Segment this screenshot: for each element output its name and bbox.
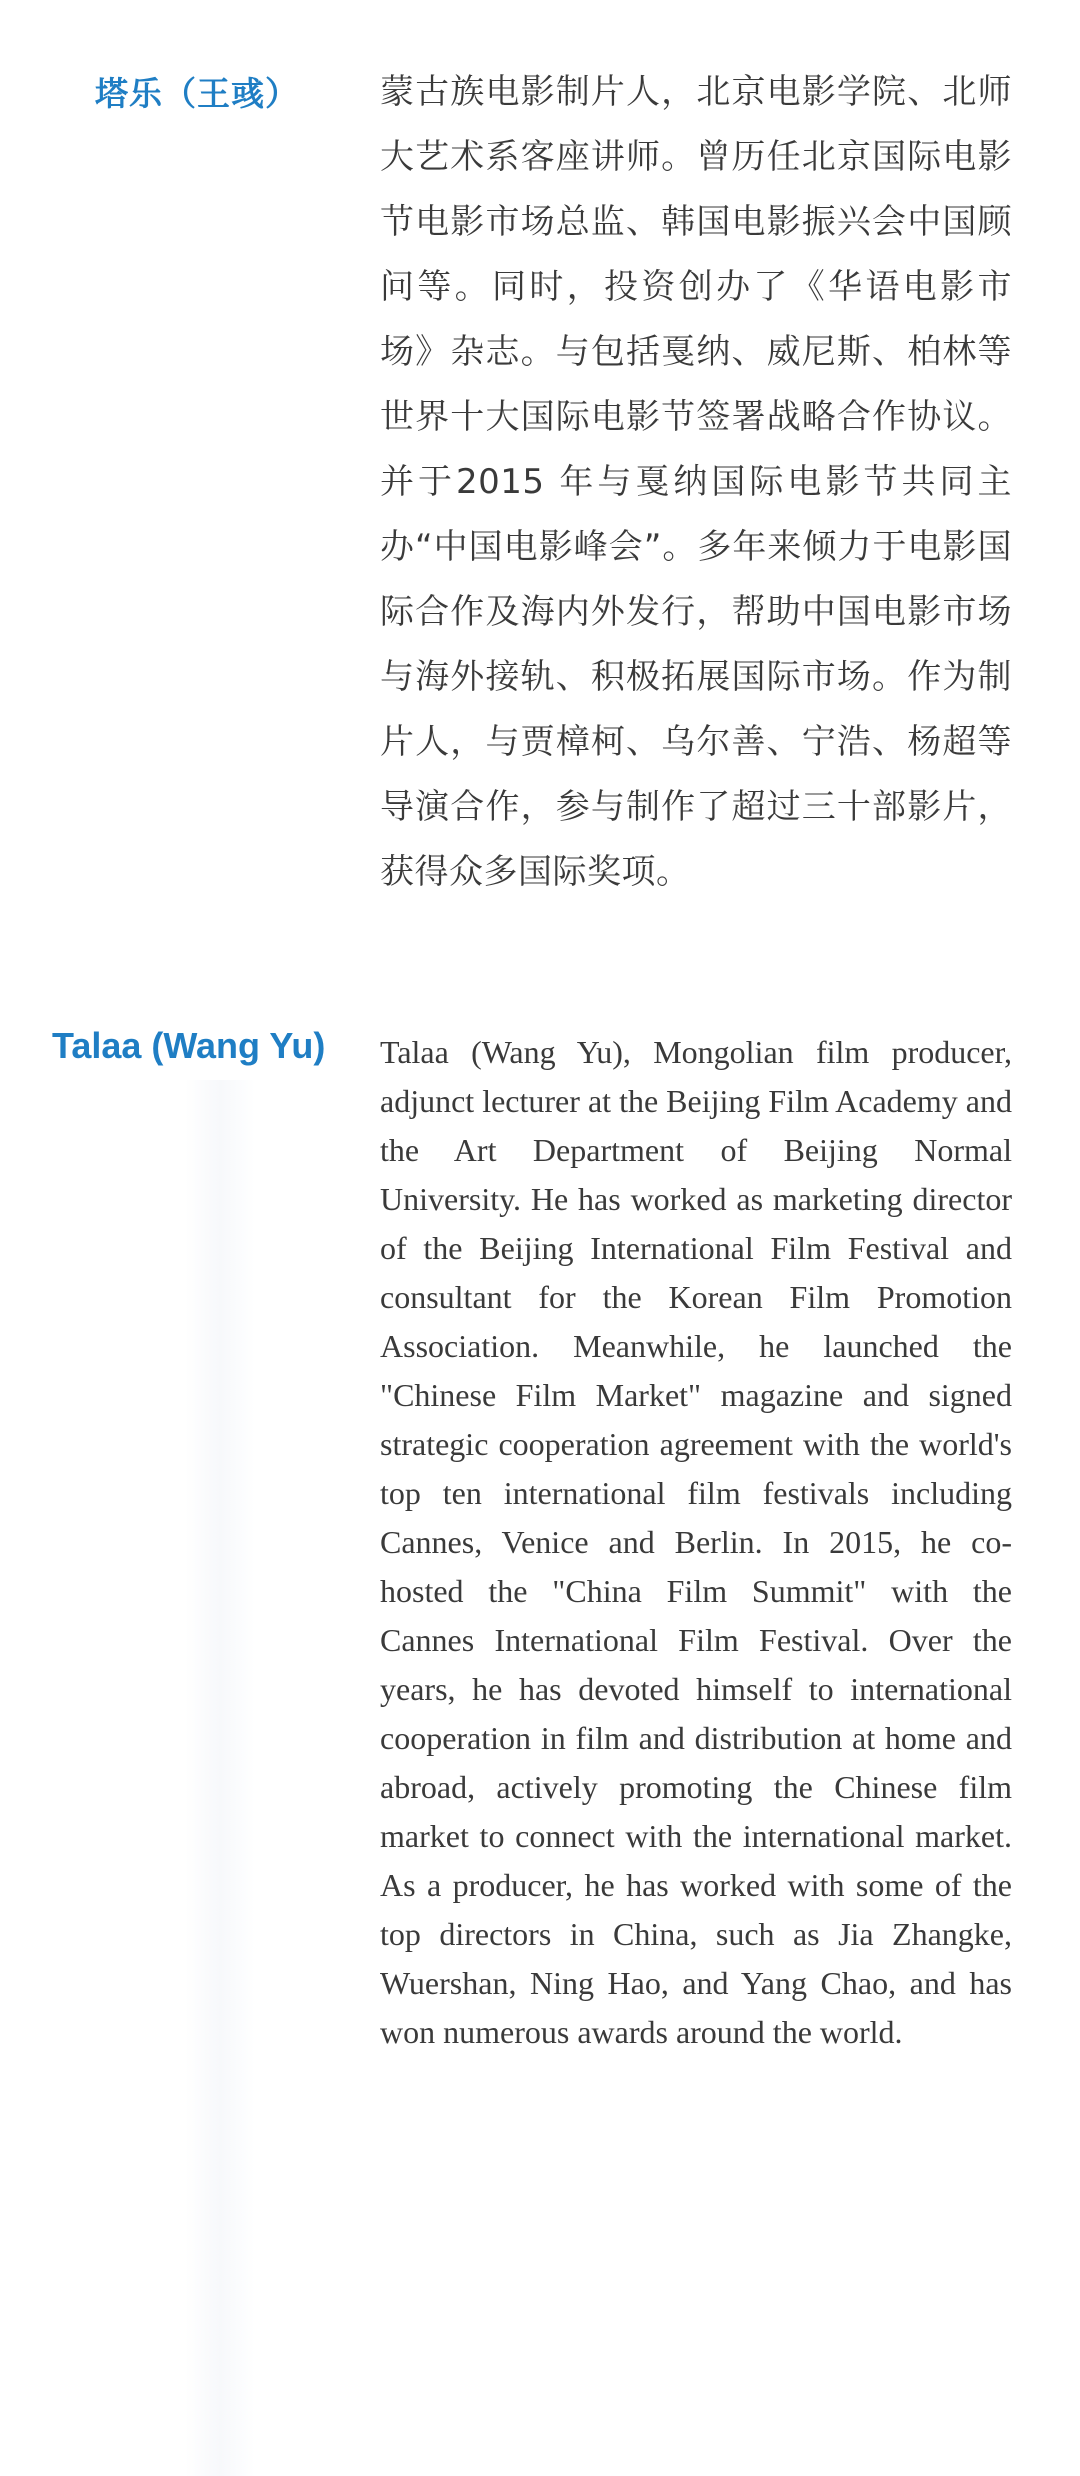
person-name-chinese: 塔乐（王彧） [95, 74, 299, 113]
decorative-shade [185, 1080, 255, 2476]
bio-text-chinese: 蒙古族电影制片人，北京电影学院、北师大艺术系客座讲师。曾历任北京国际电影节电影市场总监、韩国电影振兴会中国顾问等。同时，投资创办了《华语电影市场》杂志。与包括戛纳、威尼斯、柏林等世界十大国际电影节签署战略合作协议。并于2015 年与戛纳国际电影节共同主办“中国电影峰会”。多年来倾力于电影国际合作及海内外发行，帮助中国电影市场与海外接轨、积极拓展国际市场。作为制片人，与贾樟柯、乌尔善、宁浩、杨超等导演合作，参与制作了超过三十部影片，获得众多国际奖项。 [380, 72, 1012, 892]
bio-text-english: Talaa (Wang Yu), Mongolian film producer, adjunct lecturer at the Beijing Film Academy and the Art Department of Beijing Normal University. He has worked as marketing director of the Beijing International Film Festival and consultant for the Korean Film Promotion Association. Meanwhile, he launched the "Chinese Film Market" magazine and signed strategic cooperation agreement with the world's top ten international film festivals including Cannes, Venice and Berlin. In 2015, he co-hosted the "China Film Summit" with the Cannes International Film Festival. Over the years, he has devoted himself to international cooperation in film and distribution at home and abroad, actively promoting the Chinese film market to connect with the international market. As a producer, he has worked with some of the top directors in China, such as Jia Zhangke, Wuershan, Ning Hao, and Yang Chao, and has won numerous awards around the world. [380, 1034, 1012, 2050]
person-name-english: Talaa (Wang Yu) [52, 1025, 326, 1066]
